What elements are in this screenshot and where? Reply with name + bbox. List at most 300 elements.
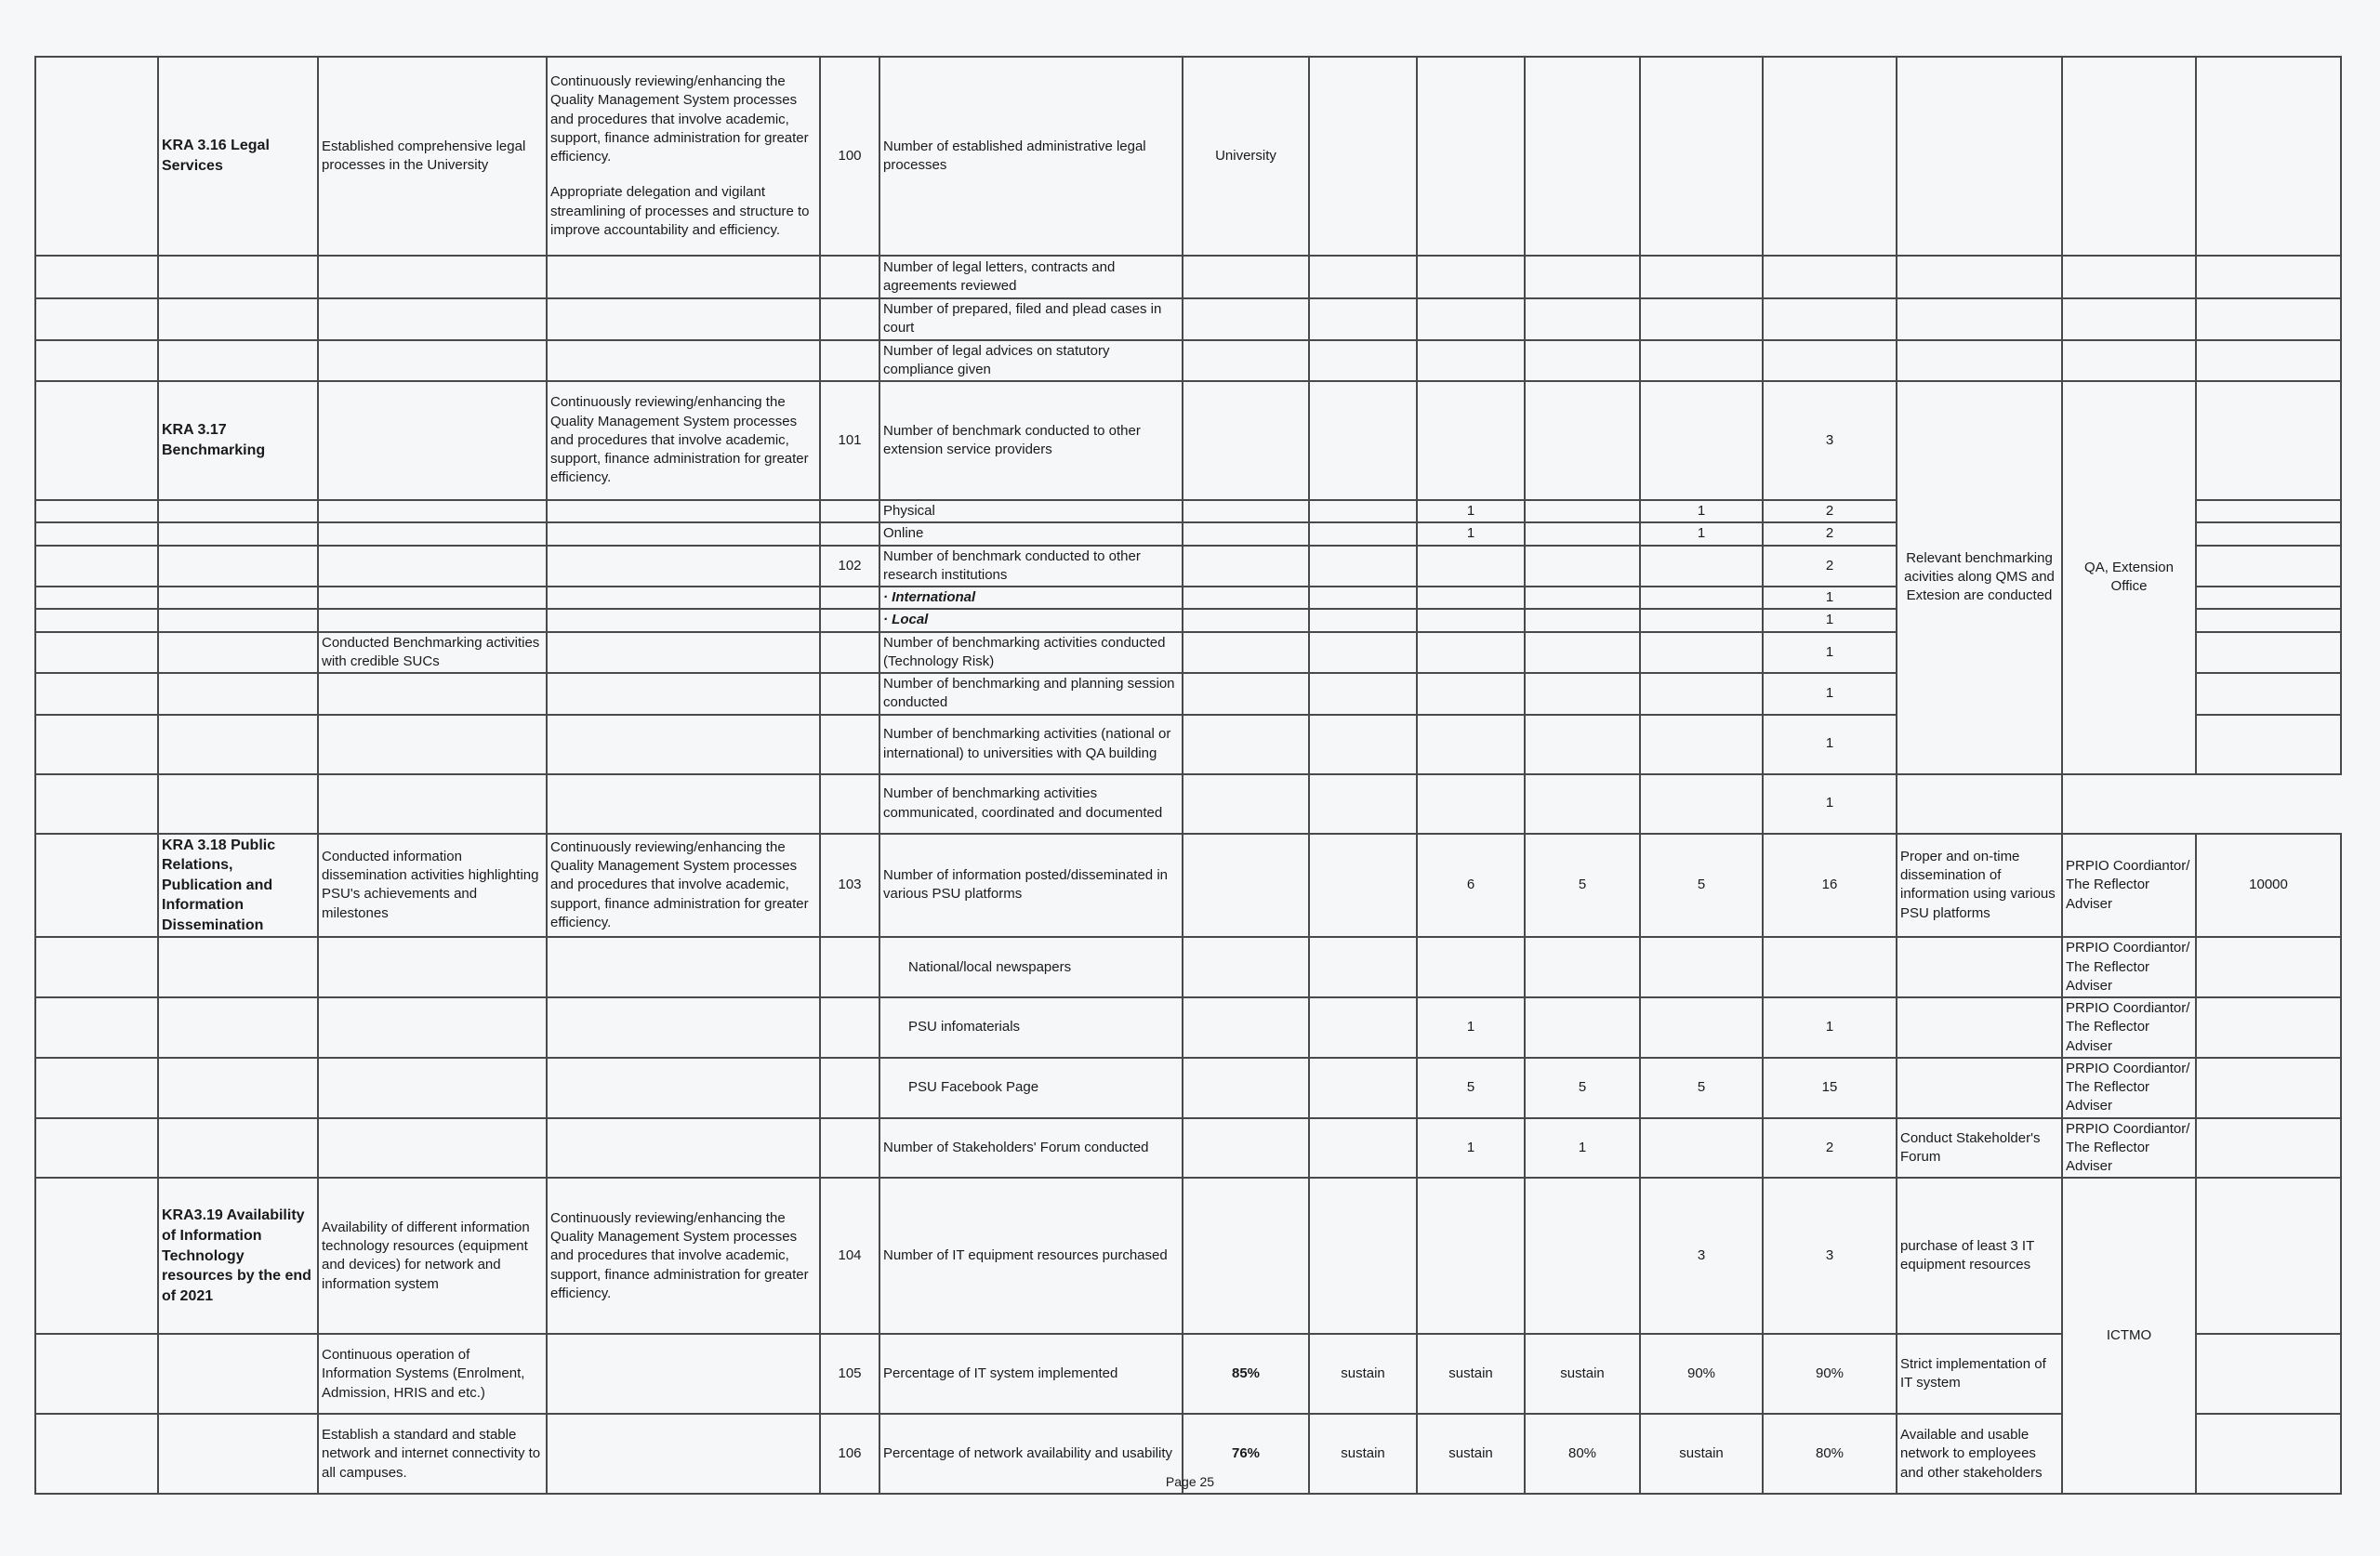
empty-cell [1309,997,1417,1058]
q2-cell: sustain [1525,1334,1640,1414]
empty-cell [1183,937,1309,997]
empty-cell [1640,937,1763,997]
empty-cell [1897,997,2062,1058]
empty-cell [1763,298,1897,340]
empty-cell [1525,546,1640,587]
empty-cell [1309,609,1417,631]
total-cell: 1 [1763,632,1897,674]
empty-cell [1183,522,1309,545]
empty-cell [1309,500,1417,522]
goal-cell: Continuous operation of Information Systems (Enrolment, Admission, HRIS and etc.) [318,1334,547,1414]
empty-cell [35,546,158,587]
empty-cell [2196,340,2341,382]
empty-cell [318,673,547,715]
total-cell: 80% [1763,1414,1897,1494]
empty-cell [1183,500,1309,522]
empty-cell [1525,340,1640,382]
empty-cell [1763,937,1897,997]
empty-cell [2196,500,2341,522]
empty-cell [1897,57,2062,256]
empty-cell [158,298,318,340]
empty-cell [2196,673,2341,715]
empty-cell [1417,381,1525,500]
empty-cell [158,340,318,382]
empty-cell [1417,774,1525,834]
empty-cell [820,256,879,298]
empty-cell [1309,340,1417,382]
empty-cell [318,715,547,774]
number-cell: 100 [820,57,879,256]
q1-cell: 1 [1417,522,1525,545]
goal-cell: Availability of different information technology resources (equipment and devices) for network and information system [318,1178,547,1334]
goal-cell: Conducted information dissemination activities highlighting PSU's achievements and milestones [318,834,547,938]
office-cell: PRPIO Coordiantor/ The Reflector Adviser [2062,937,2196,997]
remarks-cell: Conduct Stakeholder's Forum [1897,1118,2062,1179]
number-cell: 102 [820,546,879,587]
empty-cell [318,256,547,298]
table-row [35,381,2341,500]
empty-cell [1897,298,2062,340]
empty-cell [1897,1058,2062,1118]
empty-cell [547,1118,820,1179]
q3-cell: sustain [1640,1414,1763,1494]
empty-cell [2196,1178,2341,1334]
q2-cell: 5 [1525,834,1640,938]
empty-cell [820,298,879,340]
empty-cell [1417,57,1525,256]
empty-cell [158,997,318,1058]
empty-cell [158,632,318,674]
empty-cell [1640,774,1763,834]
empty-cell [547,587,820,609]
indicator-cell: Physical [879,500,1183,522]
empty-cell [1309,587,1417,609]
empty-cell [1183,673,1309,715]
indicator-cell: Percentage of IT system implemented [879,1334,1183,1414]
empty-cell [1309,673,1417,715]
total-cell: 1 [1763,609,1897,631]
empty-cell [1897,256,2062,298]
empty-cell [2196,1334,2341,1414]
office-cell: PRPIO Coordiantor/ The Reflector Adviser [2062,997,2196,1058]
indicator-cell: Number of benchmarking and planning session conducted [879,673,1183,715]
q2-cell: 1 [1525,1118,1640,1179]
empty-cell [1640,632,1763,674]
empty-cell [1309,298,1417,340]
indicator-cell: Number of legal letters, contracts and agreements reviewed [879,256,1183,298]
empty-cell [2062,57,2196,256]
empty-cell [547,609,820,631]
empty-cell [1417,1178,1525,1334]
empty-cell [2196,522,2341,545]
table-row [35,774,2341,834]
empty-cell [318,340,547,382]
empty-cell [35,834,158,938]
indicator-cell: PSU infomaterials [879,997,1183,1058]
empty-cell [35,715,158,774]
kra-cell: KRA 3.17 Benchmarking [158,381,318,500]
empty-cell [1309,834,1417,938]
empty-cell [1640,546,1763,587]
empty-cell [1897,937,2062,997]
empty-cell [2196,256,2341,298]
q3-cell: 90% [1640,1334,1763,1414]
empty-cell [547,632,820,674]
goal-cell: Establish a standard and stable network and internet connectivity to all campuses. [318,1414,547,1494]
empty-cell [318,546,547,587]
empty-cell [547,546,820,587]
empty-cell [1763,340,1897,382]
q1-cell: sustain [1417,1414,1525,1494]
empty-cell [1525,381,1640,500]
empty-cell [1183,546,1309,587]
office-cell: QA, Extension Office [2062,381,2196,774]
empty-cell [547,1334,820,1414]
empty-cell [1183,715,1309,774]
q3-cell: 5 [1640,834,1763,938]
empty-cell [318,937,547,997]
empty-cell [1309,715,1417,774]
empty-cell [158,774,318,834]
empty-cell [1525,609,1640,631]
table-row [35,1058,2341,1118]
empty-cell [1417,673,1525,715]
empty-cell [158,587,318,609]
empty-cell [318,1118,547,1179]
empty-cell [1525,256,1640,298]
empty-cell [1525,673,1640,715]
empty-cell [547,997,820,1058]
office-cell: PRPIO Coordiantor/ The Reflector Adviser [2062,1118,2196,1179]
empty-cell [2196,609,2341,631]
empty-cell [1183,381,1309,500]
empty-cell [547,340,820,382]
goal-cell: Conducted Benchmarking activities with credible SUCs [318,632,547,674]
empty-cell [820,1058,879,1118]
empty-cell [1525,522,1640,545]
empty-cell [35,298,158,340]
empty-cell [820,500,879,522]
empty-cell [1525,774,1640,834]
empty-cell [2062,298,2196,340]
empty-cell [820,673,879,715]
remarks-cell: Proper and on-time dissemination of information using various PSU platforms [1897,834,2062,938]
empty-cell [820,1118,879,1179]
empty-cell [1763,256,1897,298]
strategy-cell: Continuously reviewing/enhancing the Quality Management System processes and procedures that involve academic, support, finance administration for greater efficiency. [547,381,820,500]
indicator-cell: Number of legal advices on statutory compliance given [879,340,1183,382]
empty-cell [158,1058,318,1118]
remarks-cell: Strict implementation of IT system [1897,1334,2062,1414]
empty-cell [2196,587,2341,609]
empty-cell [1309,632,1417,674]
indicator-cell: Number of benchmarking activities communicated, coordinated and documented [879,774,1183,834]
total-cell: 90% [1763,1334,1897,1414]
q3-cell: 1 [1640,522,1763,545]
q1-cell: 1 [1417,1118,1525,1179]
empty-cell [1183,1058,1309,1118]
strategy-cell: Continuously reviewing/enhancing the Quality Management System processes and procedures that involve academic, support, finance administration for greater efficiency. [547,834,820,938]
empty-cell [1640,997,1763,1058]
empty-cell [2196,381,2341,500]
empty-cell [318,587,547,609]
empty-cell [1183,632,1309,674]
empty-cell [35,340,158,382]
office-cell: PRPIO Coordiantor/ The Reflector Adviser [2062,1058,2196,1118]
empty-cell [1309,1178,1417,1334]
indicator-cell: Number of established administrative legal processes [879,57,1183,256]
indicator-cell: Number of information posted/disseminated in various PSU platforms [879,834,1183,938]
table-row [35,256,2341,298]
q1-cell: 6 [1417,834,1525,938]
operational-plan-table [34,56,2342,1495]
empty-cell [820,340,879,382]
empty-cell [1309,57,1417,256]
empty-cell [1183,1118,1309,1179]
empty-cell [35,609,158,631]
total-cell: 15 [1763,1058,1897,1118]
empty-cell [1525,298,1640,340]
empty-cell [1525,57,1640,256]
q2-cell: 80% [1525,1414,1640,1494]
empty-cell [1417,340,1525,382]
empty-cell [820,609,879,631]
empty-cell [35,937,158,997]
target-cell: sustain [1309,1414,1417,1494]
empty-cell [35,774,158,834]
empty-cell [547,715,820,774]
empty-cell [318,1058,547,1118]
table-row [35,834,2341,938]
empty-cell [820,715,879,774]
empty-cell [318,500,547,522]
empty-cell [318,522,547,545]
empty-cell [547,256,820,298]
empty-cell [2196,632,2341,674]
empty-cell [1417,546,1525,587]
empty-cell [1183,774,1309,834]
indicator-cell: Number of prepared, filed and plead cases in court [879,298,1183,340]
indicator-cell: PSU Facebook Page [879,1058,1183,1118]
empty-cell [158,522,318,545]
empty-cell [1183,834,1309,938]
baseline-cell: 85% [1183,1334,1309,1414]
empty-cell [820,632,879,674]
empty-cell [158,1334,318,1414]
empty-cell [1417,587,1525,609]
empty-cell [2062,340,2196,382]
q1-cell: 1 [1417,997,1525,1058]
table-row [35,298,2341,340]
empty-cell [158,546,318,587]
empty-cell [35,1178,158,1334]
empty-cell [1309,1118,1417,1179]
kra-cell: KRA3.19 Availability of Information Technology resources by the end of 2021 [158,1178,318,1334]
number-cell: 105 [820,1334,879,1414]
kra-cell: KRA 3.16 Legal Services [158,57,318,256]
empty-cell [35,500,158,522]
empty-cell [820,587,879,609]
table-row [35,1334,2341,1414]
empty-cell [1525,937,1640,997]
q1-cell: 1 [1417,500,1525,522]
empty-cell [2196,57,2341,256]
indicator-cell: Percentage of network availability and usability [879,1414,1183,1494]
empty-cell [1640,381,1763,500]
number-cell: 101 [820,381,879,500]
q2-cell: 5 [1525,1058,1640,1118]
empty-cell [1417,632,1525,674]
total-cell: 2 [1763,522,1897,545]
empty-cell [1525,587,1640,609]
empty-cell [158,500,318,522]
empty-cell [547,937,820,997]
total-cell: 1 [1763,715,1897,774]
empty-cell [820,937,879,997]
empty-cell [547,673,820,715]
page-number: Page 25 [1165,1474,1215,1489]
empty-cell [1525,500,1640,522]
empty-cell [2196,1118,2341,1179]
empty-cell [1183,609,1309,631]
number-cell: 103 [820,834,879,938]
empty-cell [547,298,820,340]
empty-cell [35,1118,158,1179]
empty-cell [35,1334,158,1414]
empty-cell [1640,1118,1763,1179]
empty-cell [1183,1178,1309,1334]
total-cell: 2 [1763,500,1897,522]
q1-cell: sustain [1417,1334,1525,1414]
goal-cell: Established comprehensive legal processes in the University [318,57,547,256]
empty-cell [1640,609,1763,631]
empty-cell [2196,546,2341,587]
empty-cell [35,522,158,545]
remarks-cell: Relevant benchmarking acivities along QMS and Extesion are conducted [1897,381,2062,774]
empty-cell [1897,340,2062,382]
indicator-cell: Number of IT equipment resources purchased [879,1178,1183,1334]
empty-cell [1417,715,1525,774]
empty-cell [820,522,879,545]
empty-cell [1525,1178,1640,1334]
empty-cell [1309,546,1417,587]
empty-cell [1525,715,1640,774]
total-cell: 1 [1763,587,1897,609]
empty-cell [35,381,158,500]
empty-cell [1763,57,1897,256]
indicator-cell: · Local [879,609,1183,631]
empty-cell [318,609,547,631]
empty-cell [158,1118,318,1179]
total-cell: 16 [1763,834,1897,938]
empty-cell [35,1058,158,1118]
empty-cell [1309,774,1417,834]
empty-cell [35,587,158,609]
empty-cell [1640,298,1763,340]
empty-cell [1417,298,1525,340]
empty-cell [158,256,318,298]
total-cell: 3 [1763,1178,1897,1334]
indicator-cell: Number of benchmark conducted to other extension service providers [879,381,1183,500]
empty-cell [1309,381,1417,500]
table-row [35,57,2341,256]
empty-cell [2196,997,2341,1058]
empty-cell [1183,340,1309,382]
empty-cell [35,673,158,715]
remarks-cell: Available and usable network to employees and other stakeholders [1897,1414,2062,1494]
empty-cell [547,522,820,545]
empty-cell [2196,937,2341,997]
empty-cell [1417,256,1525,298]
empty-cell [1309,937,1417,997]
empty-cell [1640,340,1763,382]
empty-cell [547,500,820,522]
q3-cell: 5 [1640,1058,1763,1118]
total-cell: 2 [1763,1118,1897,1179]
baseline-cell: 76% [1183,1414,1309,1494]
table-row [35,340,2341,382]
empty-cell [2196,1058,2341,1118]
empty-cell [158,715,318,774]
remarks-cell: purchase of least 3 IT equipment resources [1897,1178,2062,1334]
empty-cell [1640,256,1763,298]
empty-cell [1640,57,1763,256]
strategy-cell: Continuously reviewing/enhancing the Quality Management System processes and procedures that involve academic, support, finance administration for greater efficiency. [547,1178,820,1334]
empty-cell [318,381,547,500]
empty-cell [158,609,318,631]
empty-cell [1640,715,1763,774]
empty-cell [35,256,158,298]
empty-cell [547,774,820,834]
empty-cell [2196,715,2341,774]
empty-cell [1183,997,1309,1058]
empty-cell [2196,298,2341,340]
target-cell: sustain [1309,1334,1417,1414]
empty-cell [1309,522,1417,545]
empty-cell [1525,997,1640,1058]
indicator-cell: National/local newspapers [879,937,1183,997]
number-cell: 104 [820,1178,879,1334]
indicator-cell: Number of benchmarking activities conducted (Technology Risk) [879,632,1183,674]
q1-cell: 5 [1417,1058,1525,1118]
empty-cell [1640,587,1763,609]
total-cell: 1 [1763,673,1897,715]
empty-cell [35,57,158,256]
empty-cell [1183,298,1309,340]
total-cell: 3 [1763,381,1897,500]
office-cell: PRPIO Coordiantor/ The Reflector Adviser [2062,834,2196,938]
total-cell: 2 [1763,546,1897,587]
empty-cell [35,997,158,1058]
empty-cell [2062,256,2196,298]
office-cell: ICTMO [2062,1178,2196,1494]
q3-cell: 1 [1640,500,1763,522]
empty-cell [1309,256,1417,298]
indicator-cell: Number of benchmarking activities (national or international) to universities with QA building [879,715,1183,774]
empty-cell [1309,1058,1417,1118]
number-cell: 106 [820,1414,879,1494]
empty-cell [820,997,879,1058]
table-row [35,1118,2341,1179]
empty-cell [1183,256,1309,298]
empty-cell [1417,937,1525,997]
total-cell: 1 [1763,997,1897,1058]
empty-cell [1183,587,1309,609]
table-row [35,997,2341,1058]
empty-cell [1525,632,1640,674]
table-row [35,937,2341,997]
empty-cell [547,1058,820,1118]
